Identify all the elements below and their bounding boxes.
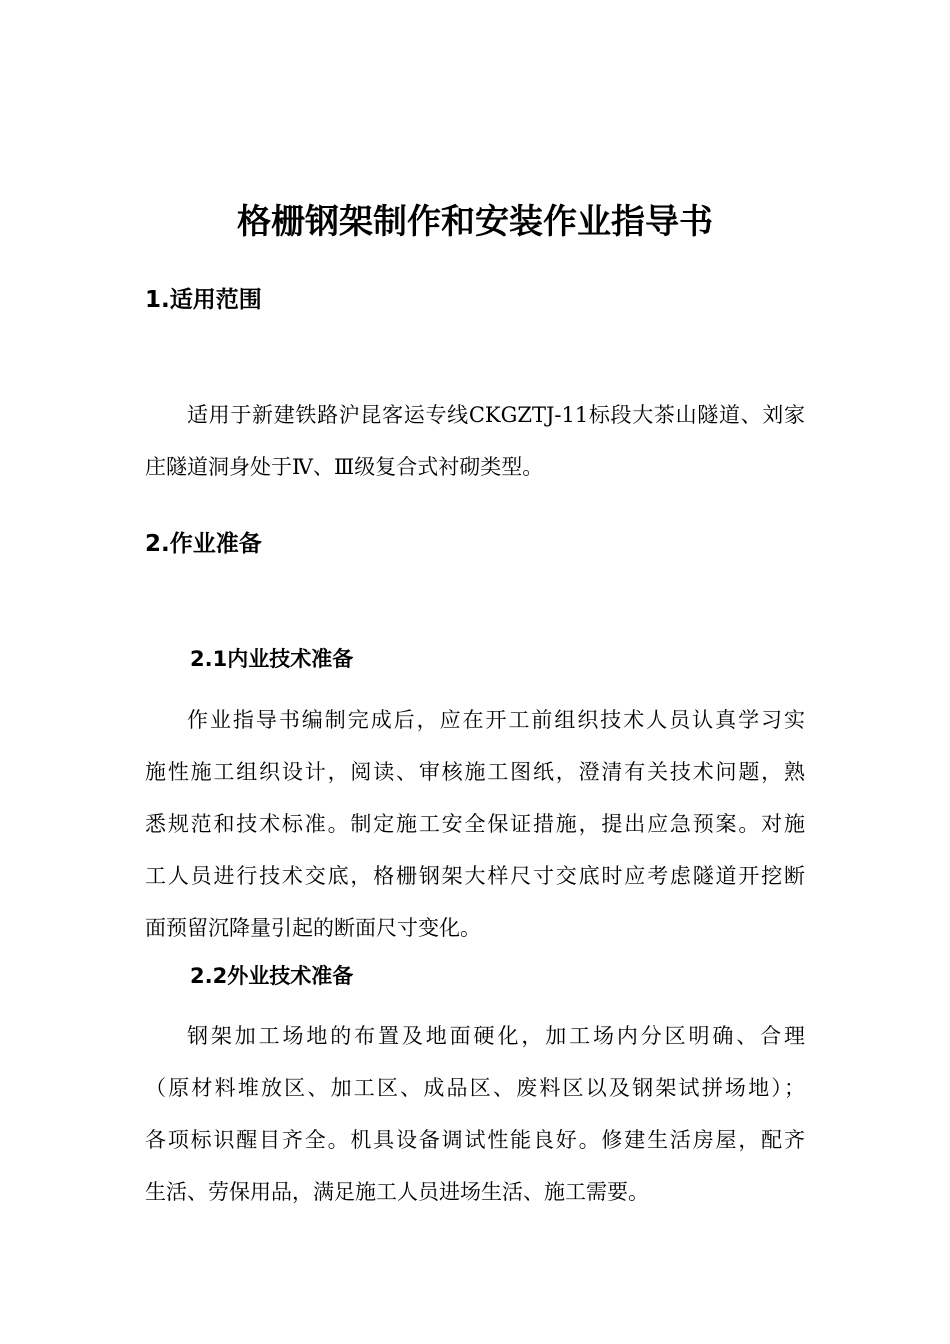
paragraph-line: 施性施工组织设计，阅读、审核施工图纸，澄清有关技术问题，熟 xyxy=(145,760,805,784)
paragraph-line: 作业指导书编制完成后，应在开工前组织技术人员认真学习实 xyxy=(187,708,805,732)
paragraph-line: 钢架加工场地的布置及地面硬化，加工场内分区明确、合理 xyxy=(187,1024,805,1048)
paragraph-internal-preparation xyxy=(145,694,805,954)
paragraph-external-preparation xyxy=(145,1010,805,1218)
section-heading-scope: 1.适用范围 xyxy=(145,287,262,313)
document-title: 格栅钢架制作和安装作业指导书 xyxy=(237,202,713,242)
subsection-heading-internal: 2.1内业技术准备 xyxy=(190,647,354,671)
paragraph-line: 生活、劳保用品，满足施工人员进场生活、施工需要。 xyxy=(145,1180,649,1204)
section-heading-preparation: 2.作业准备 xyxy=(145,531,262,557)
paragraph-line: 庄隧道洞身处于Ⅳ、Ⅲ级复合式衬砌类型。 xyxy=(145,455,544,479)
paragraph-line: 各项标识醒目齐全。机具设备调试性能良好。修建生活房屋，配齐 xyxy=(145,1128,805,1152)
paragraph-line: （原材料堆放区、加工区、成品区、废料区以及钢架试拼场地）； xyxy=(145,1076,805,1100)
paragraph-line: 悉规范和技术标准。制定施工安全保证措施，提出应急预案。对施 xyxy=(145,812,805,836)
paragraph-line: 面预留沉降量引起的断面尺寸变化。 xyxy=(145,916,481,940)
paragraph-line: 工人员进行技术交底，格栅钢架大样尺寸交底时应考虑隧道开挖断 xyxy=(145,864,805,888)
paragraph-line: 适用于新建铁路沪昆客运专线CKGZTJ-11标段大茶山隧道、刘家 xyxy=(187,403,805,427)
subsection-heading-external: 2.2外业技术准备 xyxy=(190,964,354,988)
paragraph-scope xyxy=(145,389,805,493)
